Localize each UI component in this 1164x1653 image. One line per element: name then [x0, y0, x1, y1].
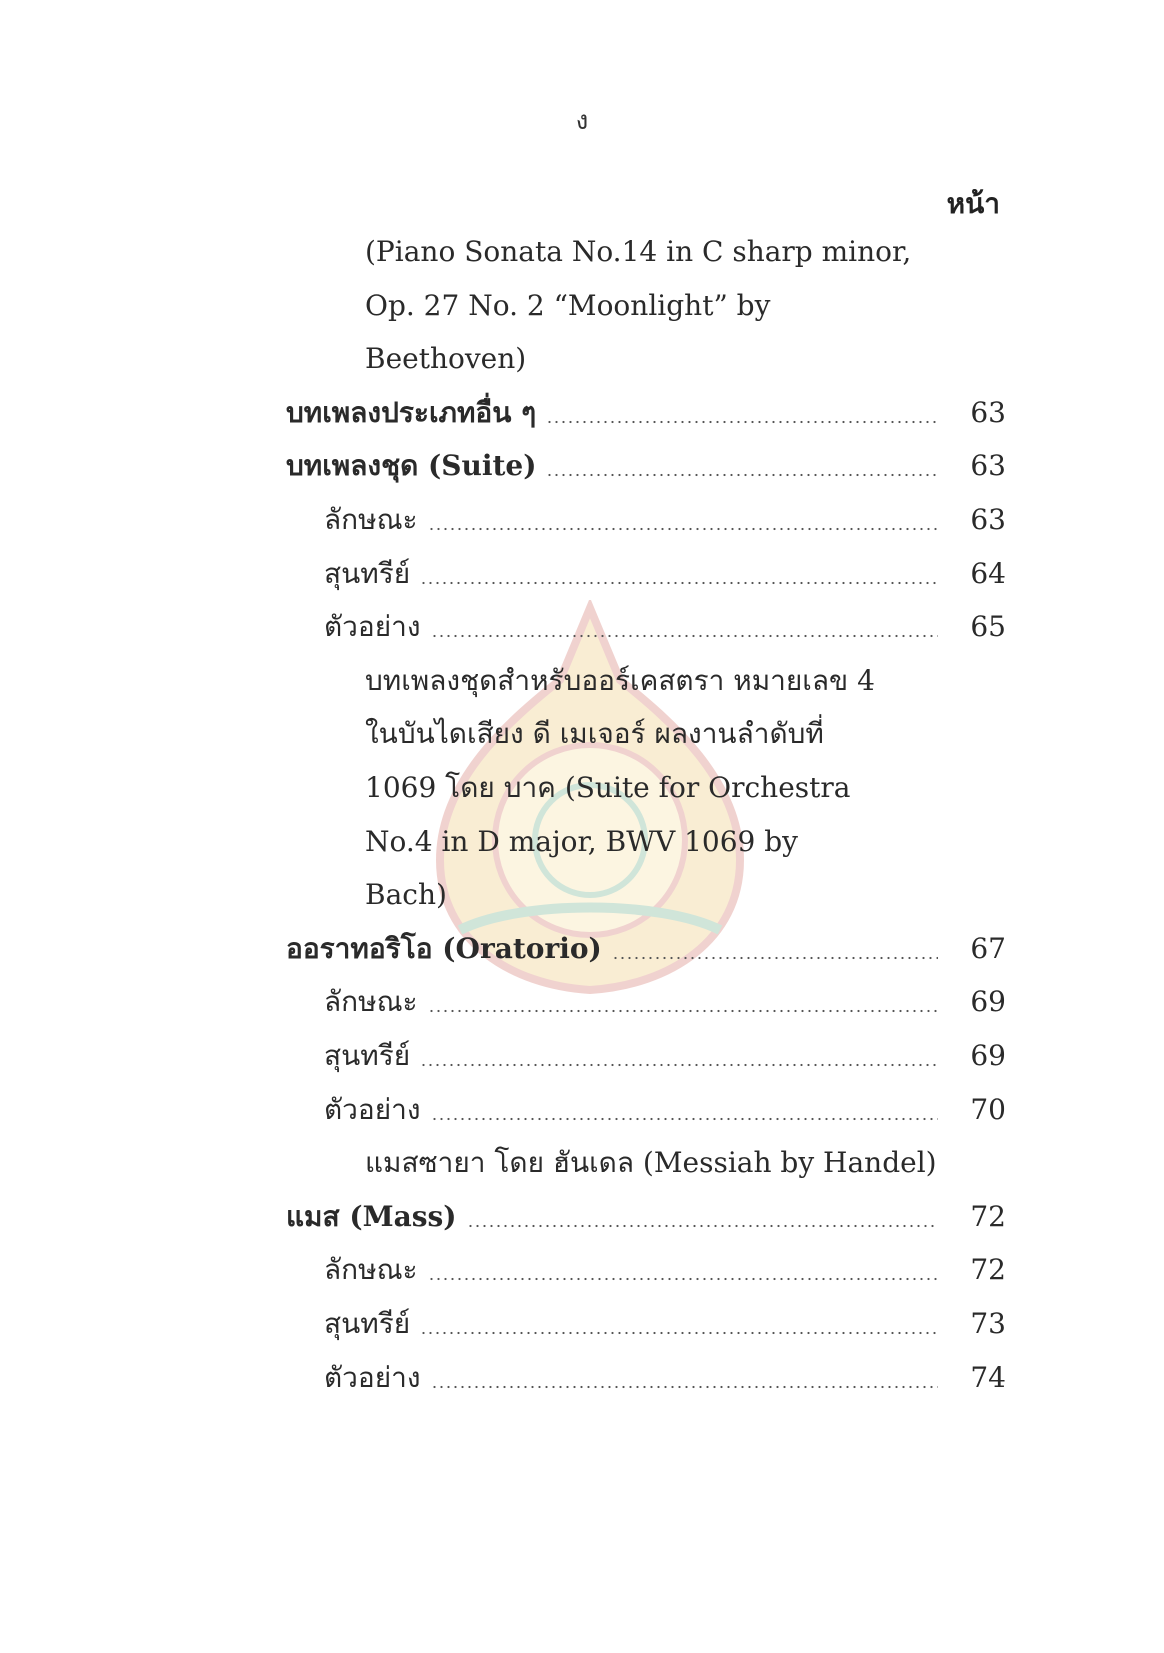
toc-entry-label: แมส (Mass) [286, 1200, 457, 1233]
toc-continuation-text [365, 278, 770, 334]
dot-leader [431, 1385, 938, 1389]
toc-text: แมสซายา โดย ฮันเดล (Messiah by Handel) [365, 1146, 937, 1179]
toc-section-entry [286, 385, 1006, 441]
toc-text: ในบันไดเสียง ดี เมเจอร์ ผลงานลำดับที่ [365, 717, 824, 750]
toc-page-number: 63 [970, 503, 1006, 536]
toc-text: No.4 in D major, BWV 1069 by [365, 825, 798, 858]
page-column-header: หน้า [946, 187, 1000, 220]
toc-page-number: 73 [970, 1307, 1006, 1340]
toc-continuation-text [365, 706, 824, 762]
toc-subentry [324, 1296, 1006, 1352]
dot-leader [428, 1009, 938, 1013]
toc-entry-label: ตัวอย่าง [324, 610, 421, 643]
dot-leader [431, 1117, 938, 1121]
dot-leader [546, 420, 938, 424]
toc-page-number: 70 [970, 1093, 1006, 1126]
dot-leader [420, 1063, 938, 1067]
toc-text: (Piano Sonata No.14 in C sharp minor, [365, 235, 912, 268]
toc-page-number: 72 [970, 1253, 1006, 1286]
toc-text: Beethoven) [365, 342, 527, 375]
toc-section-entry [286, 1189, 1006, 1245]
toc-entry-label: สุนทรีย์ [324, 1307, 411, 1340]
toc-page-number: 63 [970, 449, 1006, 482]
toc-section-entry [286, 921, 1006, 977]
toc-page-number: 69 [970, 1039, 1006, 1072]
toc-entry-label: ออราทอริโอ (Oratorio) [286, 932, 602, 965]
toc-entry-label: ตัวอย่าง [324, 1361, 421, 1394]
toc-entry-label: ลักษณะ [324, 985, 418, 1018]
toc-entry-label: สุนทรีย์ [324, 1039, 411, 1072]
toc-continuation-text [365, 1135, 937, 1191]
toc-subentry [324, 1242, 1006, 1298]
toc-page-number: 74 [970, 1361, 1006, 1394]
toc-subentry [324, 492, 1006, 548]
toc-subentry [324, 974, 1006, 1030]
toc-entry-label: บทเพลงประเภทอื่น ๆ [286, 396, 537, 429]
toc-continuation-text [365, 867, 447, 923]
toc-entry-label: ตัวอย่าง [324, 1093, 421, 1126]
dot-leader [420, 1331, 938, 1335]
toc-continuation-text [365, 814, 798, 870]
toc-entry-label: ลักษณะ [324, 503, 418, 536]
toc-subentry [324, 546, 1006, 602]
dot-leader [612, 956, 938, 960]
toc-continuation-text [365, 224, 911, 280]
toc-entry-label: สุนทรีย์ [324, 557, 411, 590]
toc-text: 1069 โดย บาค (Suite for Orchestra [365, 771, 851, 804]
toc-text: Op. 27 No. 2 “Moonlight” by [365, 289, 771, 322]
toc-subentry [324, 1350, 1006, 1406]
toc-section-entry [286, 438, 1006, 494]
toc-subentry [324, 599, 1006, 655]
toc-page-number: 64 [970, 557, 1006, 590]
toc-page-number: 72 [970, 1200, 1006, 1233]
toc-entry-label: บทเพลงชุด (Suite) [286, 449, 537, 482]
toc-text: บทเพลงชุดสำหรับออร์เคสตรา หมายเลข 4 [365, 664, 875, 697]
dot-leader [546, 473, 938, 477]
page-number: ง [575, 106, 589, 136]
toc-continuation-text [365, 653, 875, 709]
toc-page-number: 67 [970, 932, 1006, 965]
dot-leader [428, 1277, 938, 1281]
toc-subentry [324, 1082, 1006, 1138]
dot-leader [420, 581, 938, 585]
toc-page-number: 65 [970, 610, 1006, 643]
toc-page-number: 63 [970, 396, 1006, 429]
toc-continuation-text [365, 331, 526, 387]
dot-leader [467, 1224, 938, 1228]
toc-entry-label: ลักษณะ [324, 1253, 418, 1286]
dot-leader [431, 634, 938, 638]
toc-page-number: 69 [970, 985, 1006, 1018]
toc-continuation-text [365, 760, 850, 816]
toc-subentry [324, 1028, 1006, 1084]
toc-text: Bach) [365, 878, 447, 911]
dot-leader [428, 527, 938, 531]
